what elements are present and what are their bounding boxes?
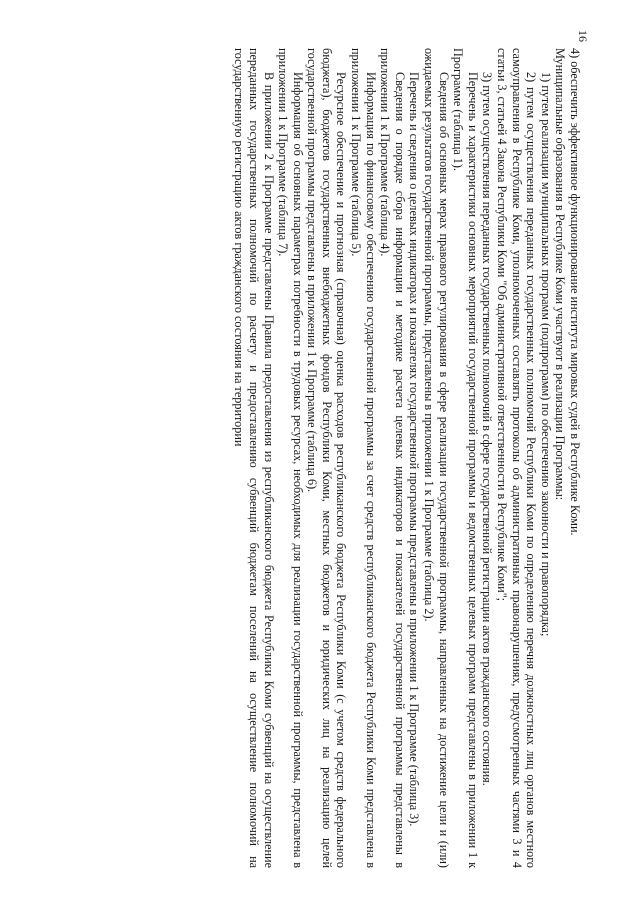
page-number: 16: [576, 30, 590, 42]
paragraph-7: Сведения об основных мерах правового регулирования в сфере реализации государственной программы, направленных на достижение цели и (или) ожидаемых результатов государственной программы, представлены в приложении 1 к Программе (таблица 2).: [422, 48, 451, 868]
paragraph-6: Перечень и характеристики основных мероприятий государственной программы и ведомственных целевых программ представлены в приложении 1 к Программе (таблица 1).: [451, 48, 480, 868]
paragraph-13: В приложении 2 к Программе представлены Правила предоставления из республиканского бюджета Республики Коми субвенций на осуществление переданных государственных полномочий по расчету и предоставлению субвенций бюджетам поселений на осуществление полномочий на государственную регистрацию актов гражданского состояния на территории: [232, 48, 276, 868]
rotated-text-block: [232, 48, 582, 868]
paragraph-5: 3) путем осуществления переданных государственных полномочий в сфере государственной регистрации актов гражданского состояния.: [480, 72, 495, 786]
paragraph-12: Информация об основных параметрах потребности в трудовых ресурсах, необходимых для реализации государственной программы, представлена в приложении 1 к Программе (таблица 7).: [276, 48, 305, 868]
paragraph-1: 4) обеспечить эффективное функционирование института мировых судей в Республике Коми.: [568, 48, 582, 536]
paragraph-10: Информация по финансовому обеспечению государственной программы за счет средств республиканского бюджета Республики Коми представлена в приложении 1 к Программе (таблица 5).: [349, 48, 378, 868]
paragraph-3: 1) путем реализации муниципальных программ (подпрограмм) по обеспечению законности и правопорядка;: [538, 72, 553, 637]
paragraph-8: Перечень и сведения о целевых индикаторах и показателях государственной программы представлены в приложении 1 к Программе (таблица 3).: [407, 72, 422, 827]
paragraph-2: Муниципальные образования в Республике Коми участвуют в реализации Программы:: [553, 48, 568, 501]
paragraph-4: 2) путем осуществления переданных государственных полномочий Республики Коми по определению перечня должностных лиц органов местного самоуправления в Республике Коми, уполномоченных составлять протоколы об административных правонарушениях, предусмотренных частями 3 и 4 статьи 3, статьей 4 Закона Республики Коми "Об административной ответственности в Республике Коми";: [495, 48, 539, 868]
paragraph-9: Сведения о порядке сбора информации и методике расчета целевых индикаторов и показателей государственной программы представлены в приложении 1 к Программе (таблица 4).: [378, 48, 407, 868]
paragraph-11: Ресурсное обеспечение и прогнозная (справочная) оценка расходов республиканского бюджета Республики Коми (с учетом средств федерального бюджета), бюджетов государственных внебюджетных фондов Республики Коми, местных бюджетов и юридических лиц на реализацию целей государственной программы представлены в приложении 1 к Программе (таблица 6).: [305, 48, 349, 868]
